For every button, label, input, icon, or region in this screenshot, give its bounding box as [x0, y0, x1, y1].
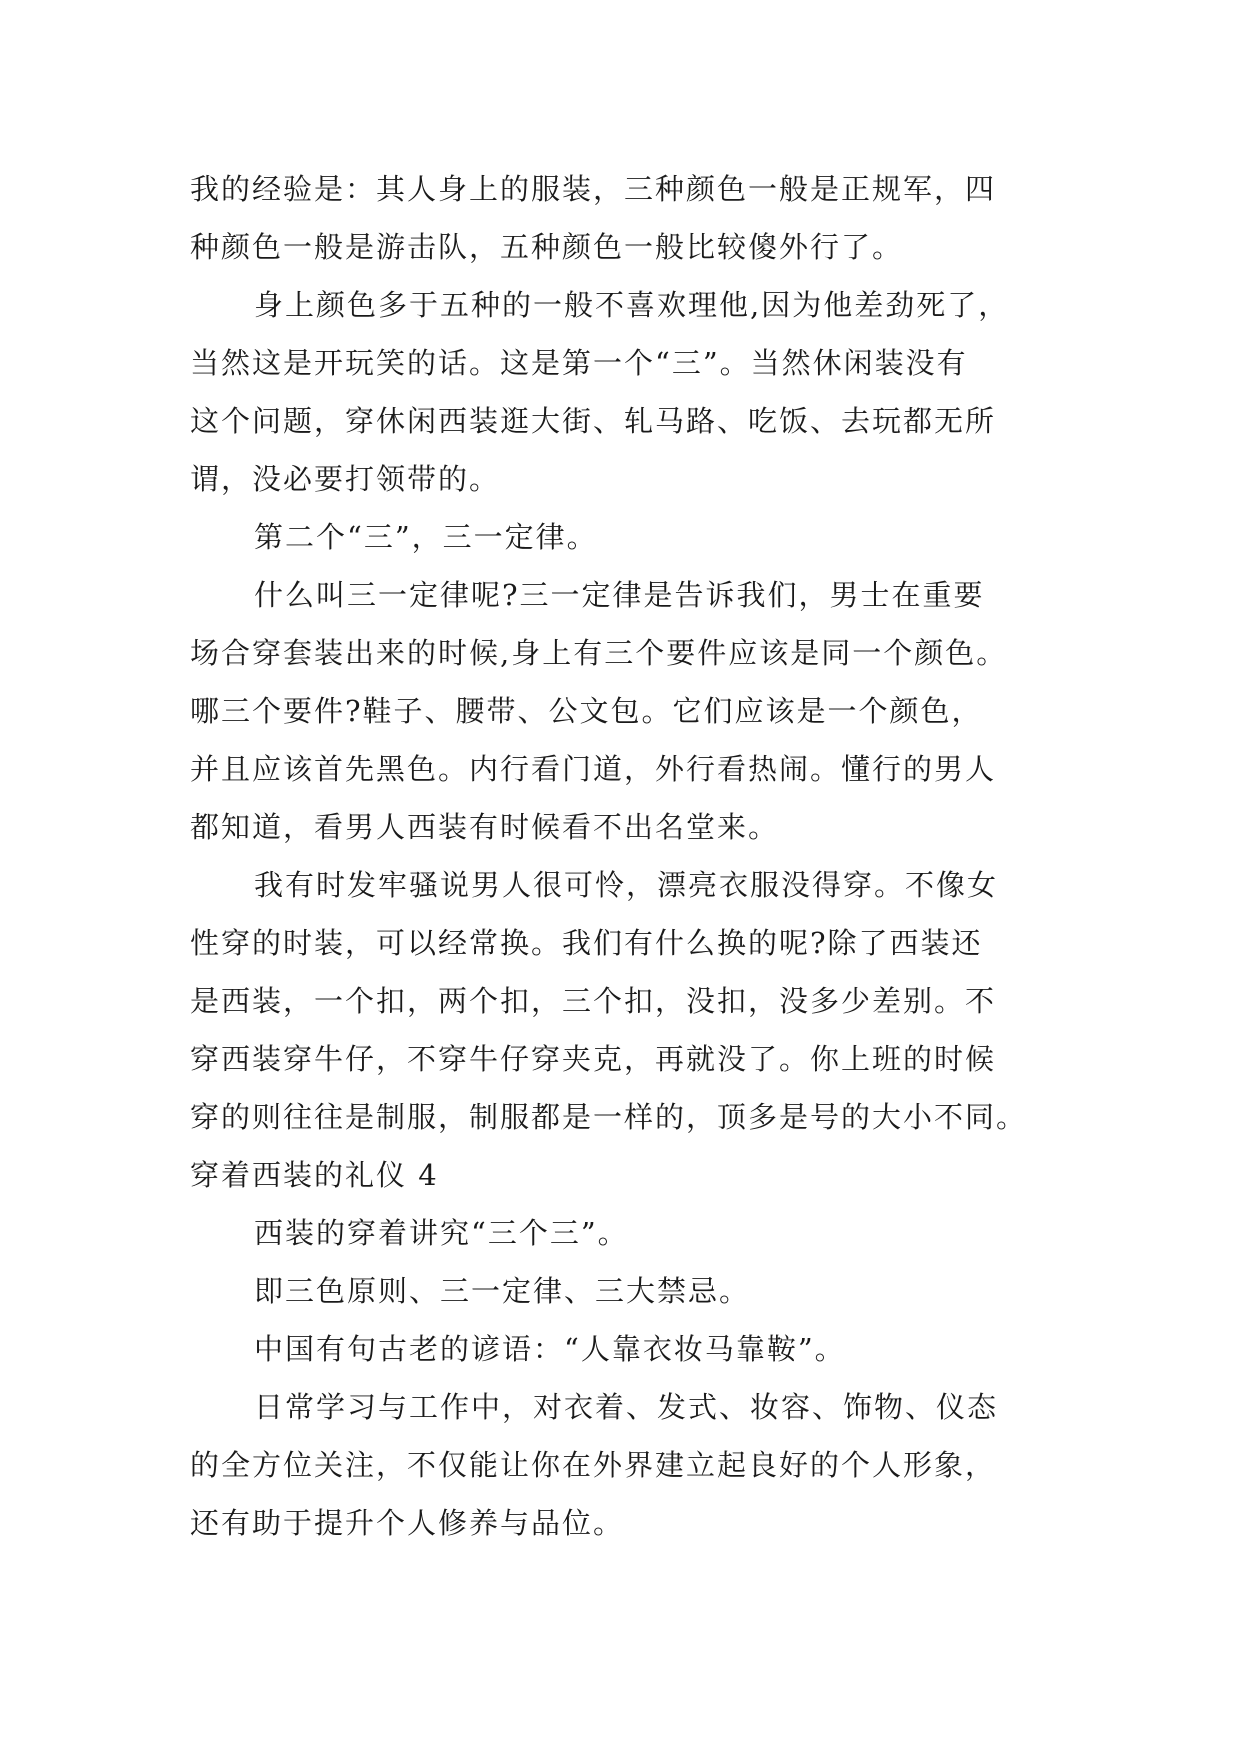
text-line: 什么叫三一定律呢?三一定律是告诉我们，男士在重要: [254, 578, 985, 612]
text-line: 西装的穿着讲究“三个三”。: [254, 1216, 629, 1250]
section-heading: 穿着西装的礼仪 4: [190, 1158, 439, 1192]
text-line: 穿的则往往是制服，制服都是一样的，顶多是号的大小不同。: [190, 1100, 1028, 1134]
text-line: 我有时发牢骚说男人很可怜，漂亮衣服没得穿。不像女: [254, 868, 999, 902]
text-line: 场合穿套装出来的时候,身上有三个要件应该是同一个颜色。: [190, 636, 1008, 670]
text-line: 还有助于提升个人修养与品位。: [190, 1506, 625, 1540]
text-line: 日常学习与工作中，对衣着、发式、妆容、饰物、仪态: [254, 1390, 999, 1424]
text-line: 中国有句古老的谚语：“人靠衣妆马靠鞍”。: [254, 1332, 846, 1366]
text-line: 谓，没必要打领带的。: [190, 462, 501, 496]
text-line: 这个问题，穿休闲西装逛大街、轧马路、吃饭、去玩都无所: [190, 404, 997, 438]
text-line: 身上颜色多于五种的一般不喜欢理他,因为他差劲死了，: [254, 288, 1010, 322]
document-body: [190, 160, 1090, 1552]
text-line: 性穿的时装，可以经常换。我们有什么换的呢?除了西装还: [190, 926, 983, 960]
text-line: 我的经验是：其人身上的服装，三种颜色一般是正规军，四: [190, 172, 997, 206]
text-line: 第二个“三”，三一定律。: [254, 520, 598, 554]
text-line: 都知道，看男人西装有时候看不出名堂来。: [190, 810, 780, 844]
text-line: 并且应该首先黑色。内行看门道，外行看热闹。懂行的男人: [190, 752, 997, 786]
text-line: 种颜色一般是游击队，五种颜色一般比较傻外行了。: [190, 230, 904, 264]
text-line: 哪三个要件?鞋子、腰带、公文包。它们应该是一个颜色，: [190, 694, 983, 728]
text-line: 即三色原则、三一定律、三大禁忌。: [254, 1274, 751, 1308]
text-line: 是西装，一个扣，两个扣，三个扣，没扣，没多少差别。不: [190, 984, 997, 1018]
text-line: 当然这是开玩笑的话。这是第一个“三”。当然休闲装没有: [190, 346, 968, 380]
text-line: 穿西装穿牛仔，不穿牛仔穿夹克，再就没了。你上班的时候: [190, 1042, 997, 1076]
text-line: 的全方位关注，不仅能让你在外界建立起良好的个人形象，: [190, 1448, 997, 1482]
